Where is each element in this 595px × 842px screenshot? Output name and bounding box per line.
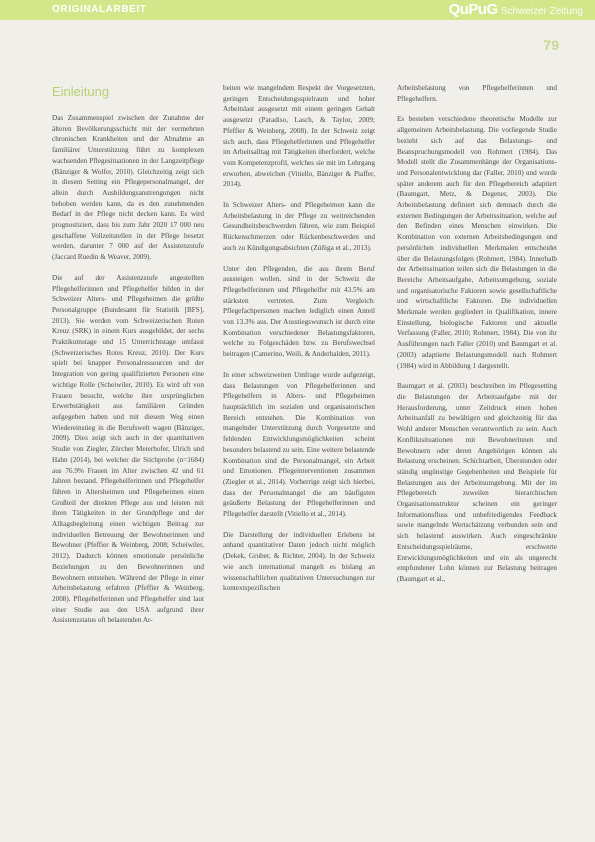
paragraph: Arbeitsbelastung von Pflegehelferinnen und Pflegehelfern.	[397, 84, 557, 103]
text-column-2	[223, 83, 375, 604]
paragraph: Baumgart et al. (2003) beschreiben im Pflegesetting die Belastungen der Arbeitsaufgabe mit der Herausforderung, unter Zeitdruck einen hohen Arbeitsanfall zu bewältigen und gleichzeitig für das Wohl anderer Menschen verantwortlich zu sein. Auch Konfliktsituationen mit Bewohnerinnen und Bewohnern oder deren Angehörigen können als Belastung erscheinen. Schichtarbeit, Überstunden oder ständig ungünstige Gegebenheiten und Beispiele für Belastungen aus der Arbeitsumgebung. Mit der im Pflegebereich zuweilen hierarchischen Organisationsstruktur scheinen ein geringer Informationsfluss und unbefriedigendes Feedback sowie mangelnde Wertschätzung verbunden sein und sich belastend auswirken. Auch eingeschränkte Entscheidungsspielräume, erschwerte Entwicklungsmöglichkeiten und ein als ungerecht empfundener Lohn können zur Belastung beitragen (Baumgart et al.,	[397, 382, 557, 583]
paragraph: In einer schweizweiten Umfrage wurde aufgezeigt, dass Belastungen von Pflegehelferinnen und Pflegehelfern in Alters- und Pflegeheimen hauptsächlich im sozialen und organisatorischen Bereich entstehen. Die Kombination von mangelnder Unterstützung durch Vorgesetzte und fehlenden Entwicklungsmöglichkeiten scheint besonders belastend zu sein. Eine weitere belastende Kombination sind die Personalmangel, ein Arbeit und Emotionen. Pflegeinterventionen zusammen (Ziegler et al., 2014). Vorherrige zeigt sich hierbei, dass der Personalmangel die am häufigsten geäußerte Belastung der Pflegehelferinnen und Pflegehelfer darstellt (Vitiello et al., 2014).	[223, 370, 375, 519]
text-column-3	[397, 83, 557, 595]
section-label: ORIGINALARBEIT	[52, 4, 147, 15]
paragraph: In Schweizer Alters- und Pflegeheimen kann die Arbeitsbelastung in der Pflege zu weitreichenden Gesundheitsbeschwerden führen, wie zum Beispiel Rückenschmerzen oder Rückenbeschwerden und auch zu Kündigungsabsichten (Zúñiga et al., 2013).	[223, 201, 375, 252]
paragraph: Das Zusammenspiel zwischen der Zunahme der älteren Bevölkerungsschicht mit der vermehrten chronischen Krankheiten und der Abnahme an familiärer Unterstützung führt zu komplexen wachsenden Pflegesituationen in der Langzeitpflege (Bänziger & Wolfer, 2010). Gleichzeitig zeigt sich in diesem Setting ein Pflegepersonalmangel, der allein durch Ausbildungsanstrengungen nicht behoben werden kann, da es den zunehmenden Bedarf in der Pflege nicht decken kann. Es wird prognostiziert, dass bis zum Jahr 2020 17 000 neu geschaffene Vollzeitstellen in der Pflege besetzt werden, darunter 7 000 auf der Assistenzstufe (Jaccard Ruedin & Weaver, 2009).	[52, 114, 204, 262]
text-column-1	[52, 113, 204, 636]
paragraph: beiten wie mangelndem Respekt der Vorgesetzten, geringen Entscheidungsspielraum und hoher Arbeitslast ausgesetzt mit einem geringen Gehalt ausgesetzt (Paradiso, Lasch, & Taylor, 2009; Pfeffier & Weinberg, 2008). In der Schweiz zeigt sich auch, dass Pflegehelferinnen und Pflegehelfer im Arbeitsalltag mit Tätigkeiten überfordert, welche vom Kompetenzprofil, welches sie mit im Lehrgang erworben, abweichen (Vitiello, Bänziger & Piaffer, 2014).	[223, 84, 375, 189]
paragraph: Die Darstellung der individuellen Erlebens ist anhand quantitativer Daten jedoch nicht möglich (Dekek, Gruber, & Richter, 2004). In der Schweiz wie auch international mangelt es bislang an wissenschaftlichen qualitativen Untersuchungen zur kontextspezifischen	[223, 530, 375, 593]
page-number: 79	[543, 37, 559, 53]
paragraph: Es bestehen verschiedene theoretische Modelle zur allgemeinen Arbeitsbelastung. Die vorliegende Studie bezieht sich auf das Belastungs- und Beanspruchungsmodell von Rohmert (1984). Das Modell stellt die Zusammenhänge der Organisations- und Personalentwicklung dar (Faller, 2010) und wurde später anderem auch für den Pflegebereich adaptiert (Baumgart, Metz, & Degener, 2003). Die Arbeitsbelastung definiert sich demnach durch die externen Bedingungen der Arbeitssituation, welche auf den Befinden eines Menschen einwirken. Die Kombination von externen Arbeitsbedingungen und persönlichen individuellen Merkmalen entscheidet über die Belastungsfolgen (Rohmert, 1984). Innerhalb der Arbeitssituation teilen sich die Belastungen in die Bereiche Arbeitsaufgabe, Arbeitsumgebung, soziale und organisatorische Faktoren sowie gesellschaftliche und wirtschaftliche Faktoren. Die individuellen Merkmale werden gegliedert in Qualifikation, innere Einstellung, biologische Faktoren und aktuelle Verfassung (Faller, 2010; Rohmert, 1984). Die von ihr Ausführungen nach Faller (2010) und Baumgart et al. (2003) adaptierte Belastungsmodell nach Rohmert (1984) wird in Abbildung 1 dargestellt.	[397, 115, 557, 370]
brand-name: QuPuG	[448, 1, 498, 18]
journal-logo	[449, 1, 583, 19]
paragraph: Unter den Pflegenden, die aus ihrem Beruf aussteigen wollen, sind in der Schweiz die Pflegehelferinnen und Pflegehelfer mit 43.5% am stärksten vertreten. Zum Vergleich: Pflegefachpersonen machen lediglich einen Anteil von 13.3% aus. Der Ausstiegswunsch ist durch eine Kombination verschiedener Belastungsfaktoren, welche zu Folgeschäden bzw. zu Berufswechsel beitragen (Camerino, Weili, & Anderhalden, 2011).	[223, 264, 375, 359]
paragraph: Die auf der Assistenzstufe angestellten Pflegehelferinnen und Pflegehelfer bilden in der Schweizer Alters- und Pflegeheimen die größte Personalgruppe (Bundesamt für Statistik [BFS], 2013). Sie werden vom Schweizerischen Roten Kreuz (SRK) in einem Kurs ausgebildet, der sechs Praktikumstage und 15 Unterrichtstage umfasst (Schweizerisches Rotes Kreuz, 2010). Der Kurs spielt bei knapper Personalressourcen und der Integration von gering qualifizierten Personen eine wichtige Rolle (Scheiwiler, 2010). Es wird oft von Frauen besucht, welche ihre ursprünglichen Erwerbstätigkeit aus familiären Gründen aufgegeben haben und mit diesem Weg einen Wiedereinstieg in die Berufswelt wagen (Bänziger, 2009). Dies zeigt sich auch in der quantitativen Studie von Ziegler, Zürcher Meierhofer, Ulrich und Hahn (2014), bei welcher die Stichprobe (n=1684) aus 76.9% Frauen im Alter zwischen 42 und 61 Jahren bestand. Pflegehelferinnen und Pflegehelfer führen in Altersheimen und Pflegeheimen einen Großteil der direkten Pflege aus und leisten mit ihren Tätigkeiten in der Grundpflege und der Alltagsbegleitung einen wichtigen Beitrag zur individuellen Betreuung der Bewohnerinnen und Bewohner (Pfeffier & Weinberg, 2008; Scheiwiler, 2012). Dadurch können emotionale persönliche Beziehungen zu den Bewohnerinnen und Bewohnern entstehen. Während der Pflege in einer Arbeitsbelastung erfahren (Pfeffier & Weinberg, 2008). Pflegehelferinnen und Pflegehelfer sind laut einer Studie aus den USA aufgrund ihrer Assistenzstatus oft belastenden Ar-	[52, 273, 204, 625]
section-heading: Einleitung	[52, 84, 110, 99]
brand-subtitle: Schweizer Zeitung	[500, 6, 583, 17]
header-bar	[0, 0, 595, 20]
